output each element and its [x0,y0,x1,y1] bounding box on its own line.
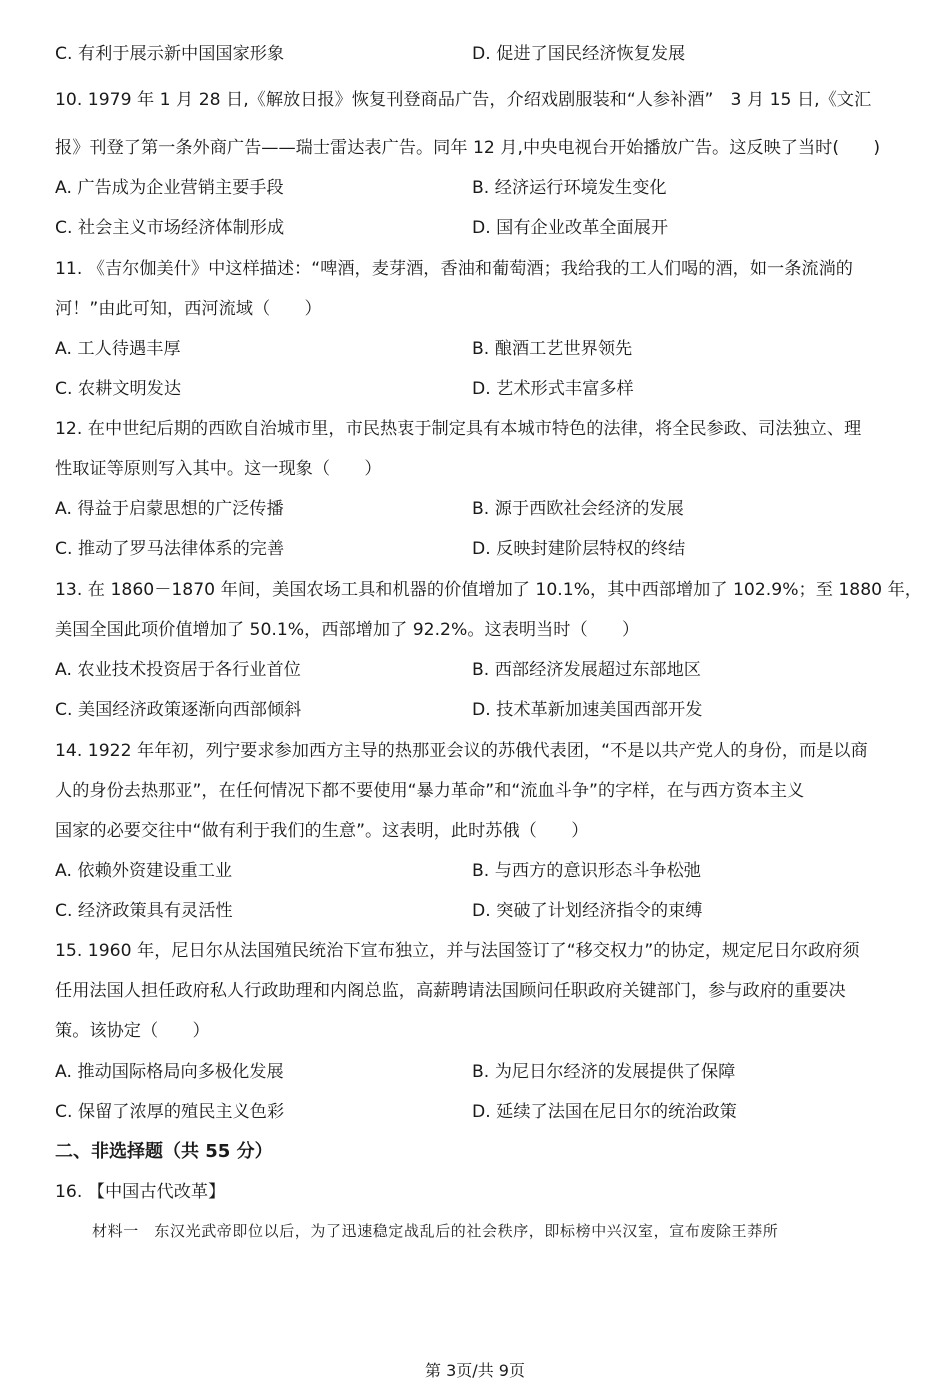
q13-stem-line-1: 13. 在 1860－1870 年间，美国农场工具和机器的价值增加了 10.1%，其中西部增加了 102.9%；至 1880 年， [55,580,922,600]
q10-option-a: A. 广告成为企业营销主要手段 [55,178,284,198]
q11-stem-line-2: 河！”由此可知，西河流域（ ） [55,299,322,319]
q14-stem-line-2: 人的身份去热那亚”，在任何情况下都不要使用“暴力革命”和“流血斗争”的字样，在与西方资本主义 [55,781,805,801]
q12-option-d: D. 反映封建阶层特权的终结 [472,539,686,559]
q16-label: 16. 【中国古代改革】 [55,1182,226,1202]
q14-option-d: D. 突破了计划经济指令的束缚 [472,901,703,921]
q11-stem-line-1: 11. 《吉尔伽美什》中这样描述：“啤酒，麦芽酒，香油和葡萄酒；我给我的工人们喝的酒，如一条流淌的 [55,259,853,279]
q11-option-d: D. 艺术形式丰富多样 [472,379,634,399]
q10-option-c: C. 社会主义市场经济体制形成 [55,218,285,238]
q12-option-b: B. 源于西欧社会经济的发展 [472,499,684,519]
q15-stem-line-2: 任用法国人担任政府私人行政助理和内阁总监，高薪聘请法国顾问任职政府关键部门，参与政府的重要决 [55,981,846,1001]
q15-stem-line-3: 策。该协定（ ） [55,1021,210,1041]
q13-option-a: A. 农业技术投资居于各行业首位 [55,660,301,680]
q14-stem-line-3: 国家的必要交往中“做有利于我们的生意”。这表明，此时苏俄（ ） [55,821,589,841]
q10-stem-line-2: 报》刊登了第一条外商广告——瑞士雷达表广告。同年 12 月,中央电视台开始播放广告。这反映了当时( ) [55,138,881,158]
q12-stem-line-2: 性取证等原则写入其中。这一现象（ ） [55,459,382,479]
q13-option-c: C. 美国经济政策逐渐向西部倾斜 [55,700,302,720]
q9-option-d: D. 促进了国民经济恢复发展 [472,44,686,64]
q12-option-a: A. 得益于启蒙思想的广泛传播 [55,499,284,519]
q10-option-d: D. 国有企业改革全面展开 [472,218,669,238]
q14-option-b: B. 与西方的意识形态斗争松弛 [472,861,701,881]
q13-option-d: D. 技术革新加速美国西部开发 [472,700,703,720]
q10-option-b: B. 经济运行环境发生变化 [472,178,667,198]
q9-option-c: C. 有利于展示新中国国家形象 [55,44,285,64]
q15-stem-line-1: 15. 1960 年，尼日尔从法国殖民统治下宣布独立，并与法国签订了“移交权力”的协定，规定尼日尔政府须 [55,941,860,961]
q15-option-d: D. 延续了法国在尼日尔的统治政策 [472,1102,737,1122]
q12-option-c: C. 推动了罗马法律体系的完善 [55,539,285,559]
q15-option-b: B. 为尼日尔经济的发展提供了保障 [472,1062,736,1082]
q11-option-c: C. 农耕文明发达 [55,379,182,399]
q13-stem-line-2: 美国全国此项价值增加了 50.1%，西部增加了 92.2%。这表明当时（ ） [55,620,640,640]
q14-option-c: C. 经济政策具有灵活性 [55,901,233,921]
q13-option-b: B. 西部经济发展超过东部地区 [472,660,701,680]
q12-stem-line-1: 12. 在中世纪后期的西欧自治城市里，市民热衷于制定具有本城市特色的法律，将全民参政、司法独立、理 [55,419,862,439]
q10-stem-line-1: 10. 1979 年 1 月 28 日,《解放日报》恢复刊登商品广告，介绍戏剧服装和“人参补酒” 3 月 15 日,《文汇 [55,90,872,110]
material-one-line: 材料一 东汉光武帝即位以后，为了迅速稳定战乱后的社会秩序，即标榜中兴汉室，宣布废除王莽所 [92,1222,779,1240]
q15-option-a: A. 推动国际格局向多极化发展 [55,1062,284,1082]
q11-option-a: A. 工人待遇丰厚 [55,339,181,359]
section-two-heading: 二、非选择题（共 55 分） [55,1141,273,1162]
page-number: 第 3页/共 9页 [425,1361,525,1380]
q11-option-b: B. 酿酒工艺世界领先 [472,339,633,359]
q15-option-c: C. 保留了浓厚的殖民主义色彩 [55,1102,285,1122]
q14-stem-line-1: 14. 1922 年年初，列宁要求参加西方主导的热那亚会议的苏俄代表团，“不是以共产党人的身份，而是以商 [55,741,868,761]
q14-option-a: A. 依赖外资建设重工业 [55,861,233,881]
